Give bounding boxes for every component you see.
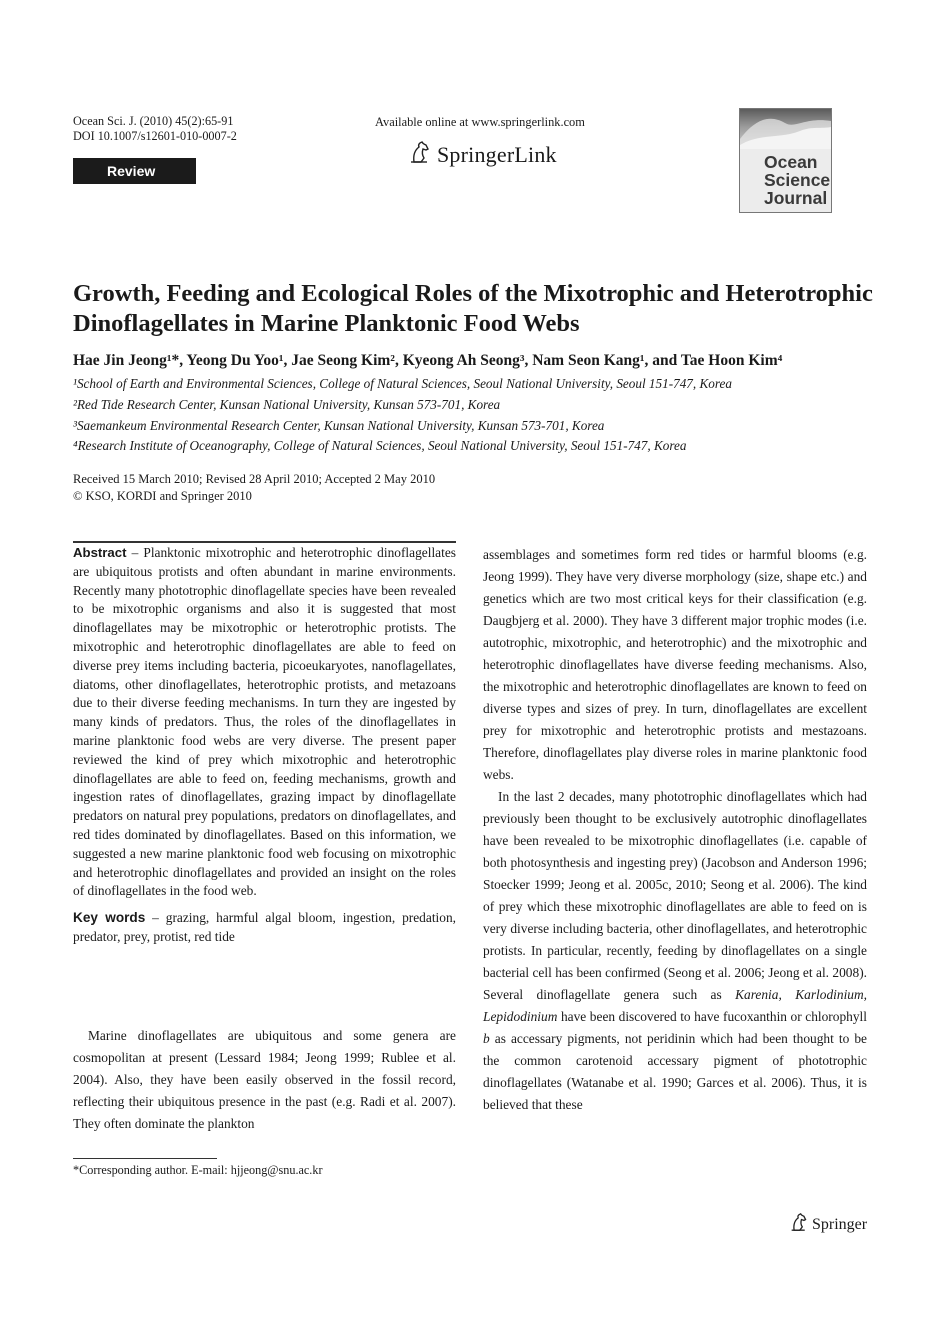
para2-part-b: have been discovered to have fucoxanthin or chlorophyll (557, 1009, 867, 1024)
para2-part-a: In the last 2 decades, many phototrophic dinoflagellates which had previously been thought to be exclusively autotrophic dinoflagellates have been revealed to be mixotrophic dinoflagellates (i.e. capable of both photosynthesis and ingesting prey) (Jacobson and Anderson 1996; Stoecker 1999; Jeong et al. 2005c, 2010; Seong et al. 2006). The kind of prey which these mixotrophic dinoflagellates are able to feed on is very diverse including bacteria, other dinoflagellates, and heterotrophic protists. In particular, recently, feeding by dinoflagellates on a single bacterial cell has been confirmed (Seong et al. 2006; Jeong et al. 2008). Several dinoflagellate genera such as (483, 789, 867, 1002)
affiliation-2: ²Red Tide Research Center, Kunsan National University, Kunsan 573-701, Korea (73, 397, 501, 412)
affiliation-1: ¹School of Earth and Environmental Sciences, College of Natural Sciences, Seoul National University, Seoul 151-747, Korea (73, 376, 732, 391)
right-paragraph-2 (483, 786, 867, 1116)
body-right-column (483, 544, 867, 1116)
genera-names: Karenia, Karlodinium, Lepidodinium (483, 987, 868, 1024)
intro-paragraph: Marine dinoflagellates are ubiquitous and some genera are cosmopolitan at present (Lessard 1984; Jeong 1999; Rublee et al. 2004). Also, they have been easily observed in the fossil record, reflecting their ubiquitous presence in the past (e.g. Radi et al. 2007). They often dominate the plankton (73, 1028, 456, 1131)
springer-name: Springer (812, 1215, 868, 1233)
affiliation-3: ³Saemankeum Environmental Research Center, Kunsan National University, Kunsan 573-701, Korea (73, 418, 605, 433)
article-title (73, 280, 873, 338)
ocean-science-journal-logo (739, 108, 832, 213)
affiliation-4: ⁴Research Institute of Oceanography, College of Natural Sciences, Seoul National University, Seoul 151-747, Korea (73, 438, 687, 453)
springer-footer-logo (790, 1212, 867, 1237)
body-left-column (73, 1025, 456, 1135)
copyright: © KSO, KORDI and Springer 2010 (73, 489, 252, 503)
abstract-block (73, 544, 456, 951)
logo-word-3: Journal (764, 188, 828, 208)
logo-word-1: Ocean (764, 152, 818, 172)
author-list: Hae Jin Jeong¹*, Yeong Du Yoo¹, Jae Seong Kim², Kyeong Ah Seong³, Nam Seon Kang¹, and Tae Hoon Kim⁴ (73, 352, 783, 369)
corresponding-author-footnote: *Corresponding author. E-mail: hjjeong@snu.ac.kr (73, 1163, 323, 1177)
received-dates: Received 15 March 2010; Revised 28 April 2010; Accepted 2 May 2010 (73, 472, 436, 486)
chlorophyll-b: b (483, 1031, 490, 1046)
abstract-paragraph (73, 544, 456, 901)
springerlink-logo[interactable] (409, 140, 557, 169)
keywords-paragraph (73, 909, 456, 947)
footnote-rule (73, 1158, 217, 1159)
available-online: Available online at www.springerlink.com (375, 115, 585, 129)
abstract-text: – Planktonic mixotrophic and heterotrophic dinoflagellates are ubiquitous protists and often abundant in marine environments. Recently many phototrophic dinoflagellate species have been revealed to be mixotrophic organisms and also it is suggested that most dinoflagellates may be mixotrophic or heterotrophic protists. The mixotrophic and heterotrophic dinoflagellates are able to feed on diverse prey items including bacteria, picoeukaryotes, nanoflagellates, diatoms, other dinoflagellates, heterotrophic protists, and metazoans due to their diverse feeding mechanisms. In turn they are ingested by many kinds of predators. Thus, the roles of the dinoflagellates in marine planktonic food webs are very diverse. The present paper reviewed the kind of prey which mixotrophic and heterotrophic dinoflagellates are able to feed on, feeding mechanisms, growth and ingestion rates of dinoflagellates, grazing impact by dinoflagellate predators on natural prey populations, predators on dinoflagellates, and red tides dominated by dinoflagellates. Based on this information, we suggested a new marine planktonic food web focusing on mixotrophic and heterotrophic dinoflagellates and provided an insight on the roles of dinoflagellates in the food web. (73, 545, 456, 899)
para2-part-c: as accessary pigments, not peridinin which had been thought to be the common carotenoid accessary pigment of phototrophic dinoflagellates (Watanabe et al. 1990; Garces et al. 2006). Thus, it is believed that these (483, 1031, 867, 1112)
right-paragraph-1: assemblages and sometimes form red tides or harmful blooms (e.g. Jeong 1999). They have very diverse morphology (size, shape etc.) and genetics which are two most critical keys for their classification (e.g. Daugbjerg et al. 2000). They have 3 different major trophic modes (i.e. autotrophic, mixotrophic, and heterotrophic) and the mixotrophic and heterotrophic dinoflagellates have diverse feeding mechanisms. Also, the mixotrophic and heterotrophic dinoflagellates are known to feed on diverse types and sizes of prey. In turn, dinoflagellates are excellent prey for mixotrophic and heterotrophic protists and mestazoans. Therefore, dinoflagellates play diverse roles in marine planktonic food webs. (483, 547, 867, 782)
abstract-rule (73, 541, 456, 543)
review-badge: Review (73, 158, 196, 184)
keywords-label: Key words (73, 910, 146, 926)
wave-image (740, 109, 831, 149)
springer-horse-icon (409, 140, 431, 169)
journal-citation: Ocean Sci. J. (2010) 45(2):65-91 (73, 114, 234, 128)
keywords-text: – grazing, harmful algal bloom, ingestion, predation, predator, prey, protist, red tide (73, 910, 456, 944)
doi: DOI 10.1007/s12601-010-0007-2 (73, 129, 237, 143)
springer-horse-icon (790, 1212, 808, 1237)
logo-word-2: Science (764, 170, 831, 190)
title-line-2: Dinoflagellates in Marine Planktonic Food Webs (73, 310, 580, 337)
springerlink-name: SpringerLink (437, 141, 557, 167)
title-line-1: Growth, Feeding and Ecological Roles of the Mixotrophic and Heterotrophic (73, 280, 873, 307)
abstract-label: Abstract (73, 545, 127, 560)
